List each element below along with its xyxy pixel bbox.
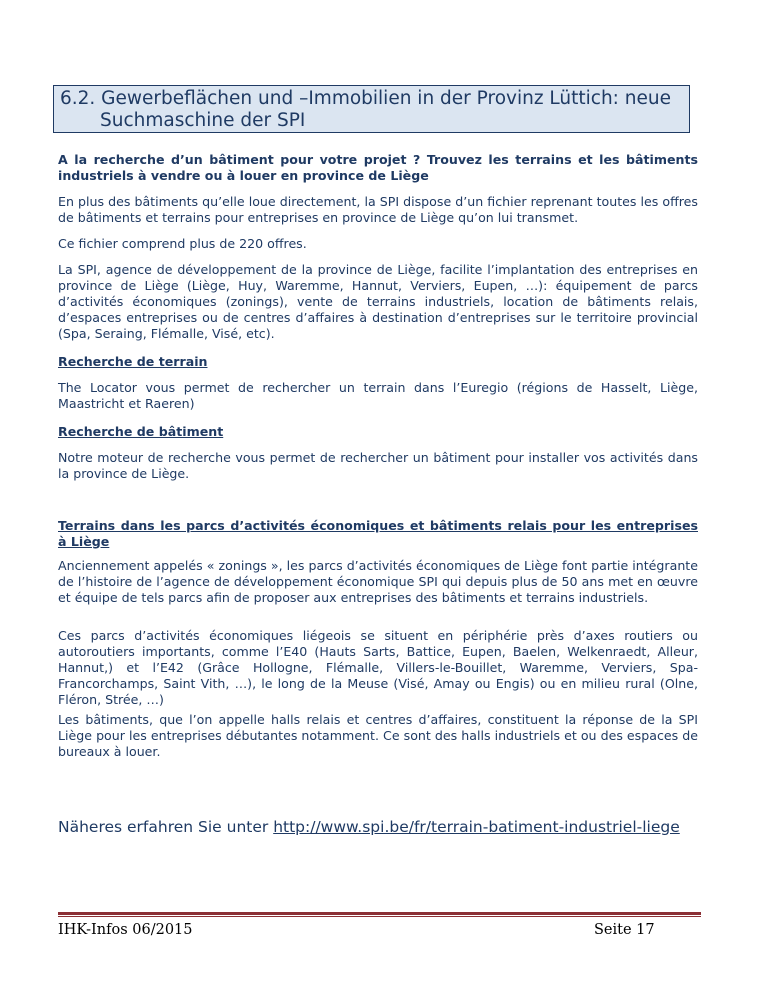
intro-bold [58, 152, 698, 184]
footer-issue: IHK-Infos 06/2015 [58, 922, 193, 938]
paragraph-6-text: Anciennement appelés « zonings », les parcs d’activités économiques de Liège font partie intégrante de l’histoire de l’agence de développement économique SPI qui depuis plus de 50 ans met en œuvre et équipe de tels parcs afin de proposer aux entreprises des bâtiments et terrains industriels. [58, 558, 698, 605]
paragraph-4-text: The Locator vous permet de rechercher un terrain dans l’Euregio (régions de Hasselt, Liège, Maastricht et Raeren) [58, 380, 698, 411]
paragraph-2 [58, 236, 698, 252]
paragraph-3-text: La SPI, agence de développement de la province de Liège, facilite l’implantation des entreprises en province de Liège (Liège, Huy, Waremme, Hannut, Verviers, Eupen, …): équipement de parcs d’activités économiques (zonings), vente de terrains industriels, location de bâtiments relais, d’espaces entreprises ou de centres d’affaires à destination d’entreprises sur le territoire provincial (Spa, Seraing, Flémalle, Visé, etc). [58, 262, 698, 341]
more-info-link[interactable]: http://www.spi.be/fr/terrain-batiment-industriel-liege [273, 818, 680, 836]
subheading-parcs-text: Terrains dans les parcs d’activités économiques et bâtiments relais pour les entreprises à Liège [58, 518, 698, 549]
paragraph-3 [58, 262, 698, 342]
subheading-terrain [58, 354, 698, 370]
subheading-batiment-text: Recherche de bâtiment [58, 424, 224, 439]
subheading-terrain-text: Recherche de terrain [58, 354, 208, 369]
footer-rule-thin [58, 916, 701, 917]
paragraph-1 [58, 194, 698, 226]
paragraph-1-text: En plus des bâtiments qu’elle loue directement, la SPI dispose d’un fichier reprenant toutes les offres de bâtiments et terrains pour entreprises en province de Liège qu’on lui transmet. [58, 194, 698, 225]
paragraph-5 [58, 450, 698, 482]
section-heading-line2: Suchmaschine der SPI [100, 110, 306, 131]
paragraph-6 [58, 558, 698, 606]
footer-rule-thick [58, 912, 701, 915]
subheading-batiment [58, 424, 698, 440]
paragraph-4 [58, 380, 698, 412]
paragraph-8 [58, 712, 698, 760]
footer-page-number: Seite 17 [594, 922, 655, 938]
paragraph-2-text: Ce fichier comprend plus de 220 offres. [58, 236, 307, 251]
paragraph-8-text: Les bâtiments, que l’on appelle halls relais et centres d’affaires, constituent la réponse de la SPI Liège pour les entreprises débutantes notamment. Ce sont des halls industriels et ou des espaces de bureaux à louer. [58, 712, 698, 759]
more-info-prefix: Näheres erfahren Sie unter [58, 818, 274, 836]
more-info-line [58, 818, 680, 836]
paragraph-7 [58, 628, 698, 708]
section-heading-line1: 6.2. Gewerbeflächen und –Immobilien in der Provinz Lüttich: neue [60, 88, 671, 109]
section-heading-box [53, 85, 690, 133]
paragraph-7-text: Ces parcs d’activités économiques liégeois se situent en périphérie près d’axes routiers ou autoroutiers importants, comme l’E40 (Hauts Sarts, Battice, Eupen, Baelen, Welkenraedt, Alleur, Hannut,) et l’E42 (Grâce Hollogne, Flémalle, Villers-le-Bouillet, Waremme, Verviers, Spa-Francorchamps, Saint Vith, …), le long de la Meuse (Visé, Amay ou Engis) ou en milieu rural (Olne, Fléron, Strée, …) [58, 628, 698, 707]
intro-bold-text: A la recherche d’un bâtiment pour votre projet ? Trouvez les terrains et les bâtiments industriels à vendre ou à louer en province de Liège [58, 152, 698, 183]
paragraph-5-text: Notre moteur de recherche vous permet de rechercher un bâtiment pour installer vos activités dans la province de Liège. [58, 450, 698, 481]
subheading-parcs [58, 518, 698, 550]
